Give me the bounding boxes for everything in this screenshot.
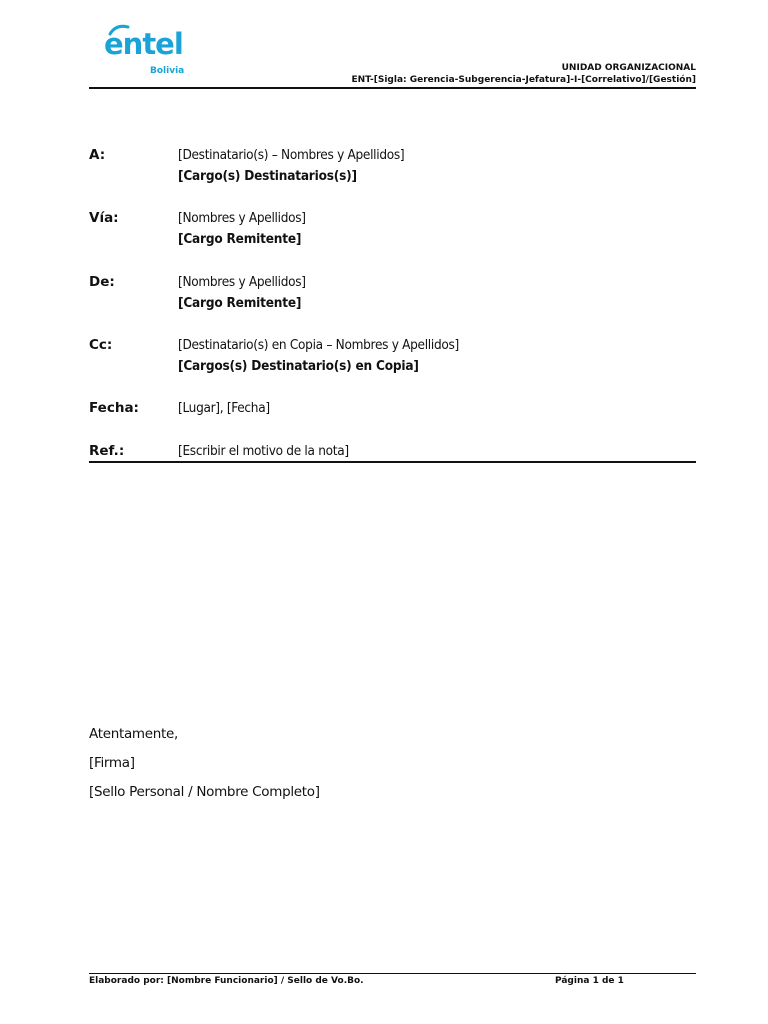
memo-via-label: Vía: — [89, 210, 119, 226]
memo-to-title: [Cargo(s) Destinatarios(s)] — [178, 168, 357, 184]
memo-to-name: [Destinatario(s) – Nombres y Apellidos] — [178, 147, 405, 163]
memo-from-title: [Cargo Remitente] — [178, 295, 302, 311]
memo-via-title: [Cargo Remitente] — [178, 231, 302, 247]
footer-page-number: Página 1 de 1 — [555, 976, 624, 986]
memo-cc-title: [Cargos(s) Destinatario(s) en Copia] — [178, 358, 419, 374]
logo-subtitle: Bolivia — [150, 66, 185, 76]
closing-salutation: Atentamente, — [89, 726, 179, 742]
memo-date-value: [Lugar], [Fecha] — [178, 400, 270, 416]
footer-prepared-by: Elaborado por: [Nombre Funcionario] / Sello de Vo.Bo. — [89, 976, 364, 986]
memo-cc-name: [Destinatario(s) en Copia – Nombres y Apellidos] — [178, 337, 459, 353]
memo-from-name: [Nombres y Apellidos] — [178, 274, 306, 290]
memo-via-name: [Nombres y Apellidos] — [178, 210, 306, 226]
document-header — [352, 62, 697, 86]
reference-code: ENT-[Sigla: Gerencia-Subgerencia-Jefatura]-I-[Correlativo]/[Gestión] — [351, 75, 696, 85]
memo-ref-label: Ref.: — [89, 443, 125, 459]
organizational-unit: UNIDAD ORGANIZACIONAL — [561, 63, 696, 73]
memo-date-label: Fecha: — [89, 400, 139, 416]
entel-logo — [104, 24, 188, 80]
footer-divider — [89, 973, 696, 974]
reference-divider — [89, 461, 696, 463]
memo-cc-label: Cc: — [89, 337, 113, 353]
logo-brand: entel — [104, 27, 183, 61]
memo-to-label: A: — [89, 147, 106, 163]
signature-placeholder: [Firma] — [89, 755, 135, 771]
memo-from-label: De: — [89, 274, 115, 290]
seal-placeholder: [Sello Personal / Nombre Completo] — [89, 784, 320, 800]
header-divider — [89, 87, 696, 89]
memo-ref-value: [Escribir el motivo de la nota] — [178, 443, 349, 459]
